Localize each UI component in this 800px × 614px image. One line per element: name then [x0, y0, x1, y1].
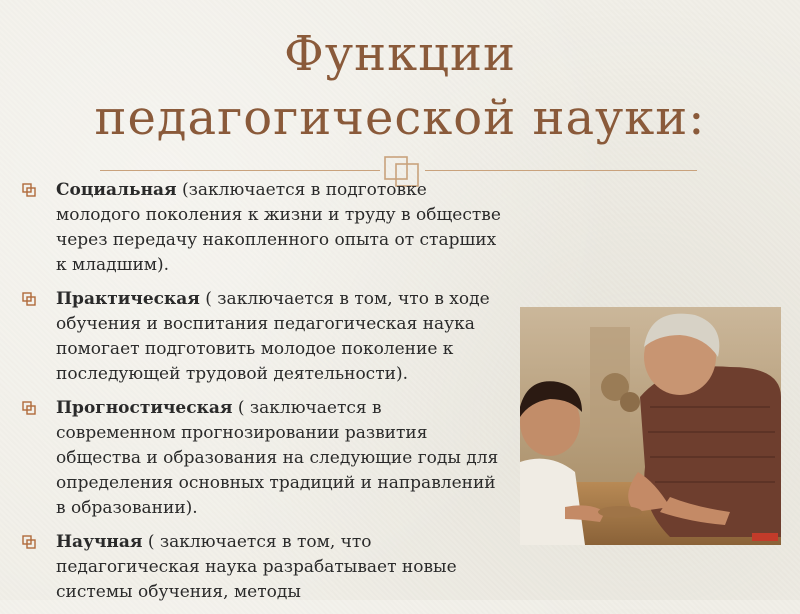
list-item: [22, 396, 502, 521]
divider-left: [100, 170, 380, 171]
title-line-1: Функции: [284, 26, 516, 82]
divider-right: [425, 170, 697, 171]
hollow-square-bullet-icon: [22, 183, 36, 197]
item-term: Практическая: [56, 289, 200, 309]
item-term: Научная: [56, 532, 143, 552]
hollow-square-bullet-icon: [22, 535, 36, 549]
bullet-list: [22, 178, 502, 614]
hollow-square-bullet-icon: [22, 401, 36, 415]
list-item: [22, 287, 502, 387]
title-line-2: педагогической науки:: [94, 90, 706, 146]
photo-illustration: [520, 307, 781, 545]
list-item: [22, 178, 502, 278]
item-text: ( заключается в том, что в ходе обучения и воспитания педагогическая наука помогает подготовить молодое поколение к последующей трудовой деятельности).: [56, 289, 490, 384]
slide-title: [0, 22, 800, 150]
item-term: Социальная: [56, 180, 177, 200]
item-text: ( заключается в современном прогнозировании развития общества и образования на следующие годы для определения основных традиций и направлений в образовании).: [56, 398, 499, 518]
item-text: (заключается в подготовке молодого поколения к жизни и труду в обществе через передачу накопленного опыта от старших к младшим).: [56, 180, 501, 275]
teacher-child-photo: [520, 307, 781, 545]
item-text: ( заключается в том, что педагогическая наука разрабатывает новые системы обучения, методы: [56, 532, 457, 602]
item-term: Прогностическая: [56, 398, 233, 418]
list-item: [22, 530, 502, 605]
hollow-square-bullet-icon: [22, 292, 36, 306]
